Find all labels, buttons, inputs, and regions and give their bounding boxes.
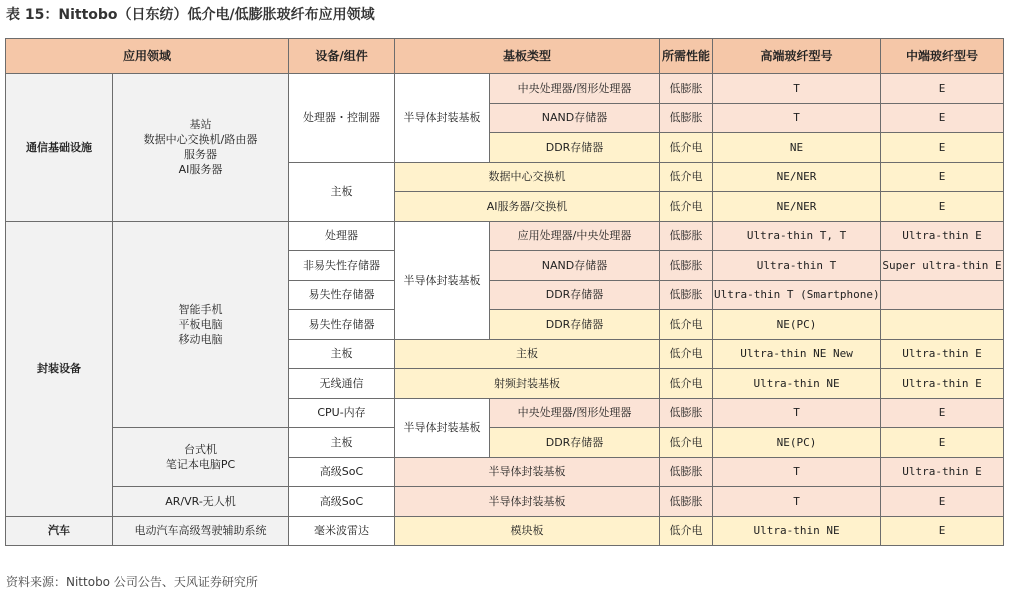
substrate-cell: 半导体封装基板 xyxy=(395,457,660,487)
device-cell: 毫米波雷达 xyxy=(289,516,395,546)
perf-cell: 低介电 xyxy=(660,133,713,163)
high-model-cell: Ultra-thin NE xyxy=(713,369,881,399)
high-model-cell: NE(PC) xyxy=(713,310,881,340)
high-model-cell: Ultra-thin NE New xyxy=(713,339,881,369)
device-cell: 高级SoC xyxy=(289,457,395,487)
mid-model-cell: Ultra-thin E xyxy=(881,457,1004,487)
high-model-cell: Ultra-thin NE xyxy=(713,516,881,546)
perf-cell: 低介电 xyxy=(660,339,713,369)
high-model-cell: NE(PC) xyxy=(713,428,881,458)
mid-model-cell: E xyxy=(881,192,1004,222)
mid-model-cell: E xyxy=(881,487,1004,517)
high-model-cell: T xyxy=(713,487,881,517)
mid-model-cell: Ultra-thin E xyxy=(881,221,1004,251)
substrate-cell: DDR存储器 xyxy=(490,280,660,310)
mid-model-cell: Ultra-thin E xyxy=(881,339,1004,369)
table-row xyxy=(6,221,1004,251)
substrate-cell: 应用处理器/中央处理器 xyxy=(490,221,660,251)
device-cell: 主板 xyxy=(289,162,395,221)
header-substrate: 基板类型 xyxy=(395,39,660,74)
table-row xyxy=(6,516,1004,546)
mid-model-cell: E xyxy=(881,516,1004,546)
perf-cell: 低膨胀 xyxy=(660,398,713,428)
perf-cell: 低膨胀 xyxy=(660,221,713,251)
substrate-cell: 半导体封装基板 xyxy=(395,398,490,457)
substrate-cell: NAND存储器 xyxy=(490,103,660,133)
header-high: 高端玻纤型号 xyxy=(713,39,881,74)
header-perf: 所需性能 xyxy=(660,39,713,74)
high-model-cell: T xyxy=(713,398,881,428)
substrate-cell: AI服务器/交换机 xyxy=(395,192,660,222)
device-cell: 主板 xyxy=(289,339,395,369)
perf-cell: 低膨胀 xyxy=(660,251,713,281)
perf-cell: 低介电 xyxy=(660,428,713,458)
perf-cell: 低介电 xyxy=(660,192,713,222)
substrate-cell: DDR存储器 xyxy=(490,310,660,340)
substrate-cell: 主板 xyxy=(395,339,660,369)
mid-model-cell xyxy=(881,280,1004,310)
table-row xyxy=(6,428,1004,458)
high-model-cell: NE/NER xyxy=(713,192,881,222)
perf-cell: 低介电 xyxy=(660,516,713,546)
header-domain: 应用领域 xyxy=(6,39,289,74)
table-row xyxy=(6,487,1004,517)
app-pc: 台式机 笔记本电脑PC xyxy=(113,428,289,487)
device-cell: 非易失性存储器 xyxy=(289,251,395,281)
perf-cell: 低介电 xyxy=(660,310,713,340)
device-cell: 易失性存储器 xyxy=(289,280,395,310)
table-row xyxy=(6,74,1004,104)
mid-model-cell: E xyxy=(881,74,1004,104)
perf-cell: 低介电 xyxy=(660,162,713,192)
header-device: 设备/组件 xyxy=(289,39,395,74)
perf-cell: 低膨胀 xyxy=(660,103,713,133)
high-model-cell: NE xyxy=(713,133,881,163)
substrate-cell: 半导体封装基板 xyxy=(395,221,490,339)
perf-cell: 低膨胀 xyxy=(660,280,713,310)
high-model-cell: T xyxy=(713,457,881,487)
substrate-cell: NAND存储器 xyxy=(490,251,660,281)
device-cell: CPU-内存 xyxy=(289,398,395,428)
substrate-cell: 半导体封装基板 xyxy=(395,74,490,163)
header-mid: 中端玻纤型号 xyxy=(881,39,1004,74)
high-model-cell: T xyxy=(713,103,881,133)
group-telecom: 通信基础设施 xyxy=(6,74,113,222)
mid-model-cell: E xyxy=(881,103,1004,133)
device-cell: 处理器・控制器 xyxy=(289,74,395,163)
perf-cell: 低膨胀 xyxy=(660,457,713,487)
mid-model-cell: E xyxy=(881,133,1004,163)
substrate-cell: 射频封装基板 xyxy=(395,369,660,399)
substrate-cell: 中央处理器/图形处理器 xyxy=(490,74,660,104)
mid-model-cell: Super ultra-thin E xyxy=(881,251,1004,281)
high-model-cell: Ultra-thin T, T xyxy=(713,221,881,251)
high-model-cell: T xyxy=(713,74,881,104)
device-cell: 主板 xyxy=(289,428,395,458)
substrate-cell: 模块板 xyxy=(395,516,660,546)
app-adas: 电动汽车高级驾驶辅助系统 xyxy=(113,516,289,546)
perf-cell: 低膨胀 xyxy=(660,487,713,517)
mid-model-cell: Ultra-thin E xyxy=(881,369,1004,399)
substrate-cell: DDR存储器 xyxy=(490,133,660,163)
substrate-cell: DDR存储器 xyxy=(490,428,660,458)
table-title: 表 15：Nittobo（日东纺）低介电/低膨胀玻纤布应用领域 xyxy=(6,7,375,23)
app-arvr: AR/VR-无人机 xyxy=(113,487,289,517)
perf-cell: 低介电 xyxy=(660,369,713,399)
high-model-cell: Ultra-thin T xyxy=(713,251,881,281)
app-telecom: 基站 数据中心交换机/路由器 服务器 AI服务器 xyxy=(113,74,289,222)
high-model-cell: NE/NER xyxy=(713,162,881,192)
substrate-cell: 半导体封装基板 xyxy=(395,487,660,517)
substrate-cell: 数据中心交换机 xyxy=(395,162,660,192)
mid-model-cell xyxy=(881,310,1004,340)
mid-model-cell: E xyxy=(881,398,1004,428)
perf-cell: 低膨胀 xyxy=(660,74,713,104)
high-model-cell: Ultra-thin T (Smartphone) xyxy=(713,280,881,310)
device-cell: 高级SoC xyxy=(289,487,395,517)
device-cell: 处理器 xyxy=(289,221,395,251)
app-mobile: 智能手机 平板电脑 移动电脑 xyxy=(113,221,289,428)
substrate-cell: 中央处理器/图形处理器 xyxy=(490,398,660,428)
mid-model-cell: E xyxy=(881,162,1004,192)
device-cell: 无线通信 xyxy=(289,369,395,399)
group-auto: 汽车 xyxy=(6,516,113,546)
mid-model-cell: E xyxy=(881,428,1004,458)
group-package: 封装设备 xyxy=(6,221,113,516)
application-table xyxy=(5,38,1004,546)
source-note: 资料来源：Nittobo 公司公告、天风证券研究所 xyxy=(6,575,258,589)
device-cell: 易失性存储器 xyxy=(289,310,395,340)
